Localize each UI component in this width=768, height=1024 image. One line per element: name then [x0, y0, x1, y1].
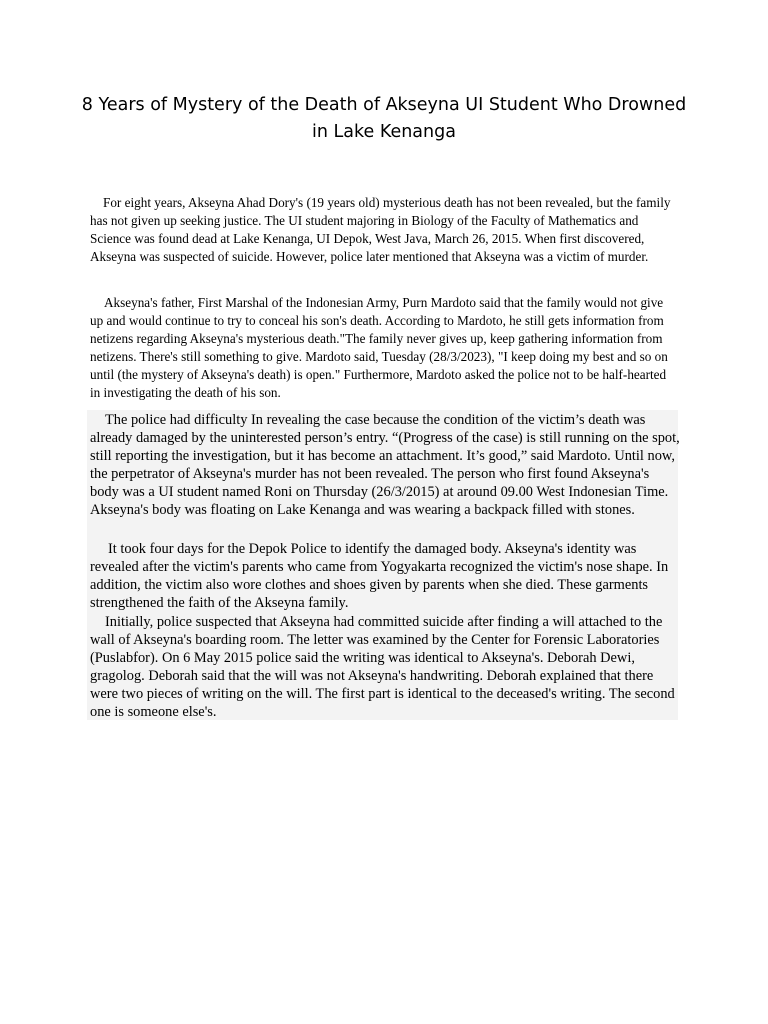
paragraph-intro: For eight years, Akseyna Ahad Dory's (19 years old) mysterious death has not been revealed, but the family has not given up seeking justice. The UI student majoring in Biology of the Faculty of Mathematics and Science was found dead at Lake Kenanga, UI Depok, West Java, March 26, 2015. When first discovered, Akseyna was suspected of suicide. However, police later mentioned that Akseyna was a victim of murder.: [90, 195, 671, 264]
paragraph-suicide-suspicion: Initially, police suspected that Akseyna had committed suicide after finding a will attached to the wall of Akseyna's boarding room. The letter was examined by the Center for Forensic Laboratories (Puslabfor). On 6 May 2015 police said the writing was identical to Akseyna's. Deborah Dewi, gragolog. Deborah said that the will was not Akseyna's handwriting. Deborah explained that there were two pieces of writing on the will. The first part is identical to the deceased's writing. The second one is someone else's.: [90, 614, 675, 721]
paragraph-identification: It took four days for the Depok Police to identify the damaged body. Akseyna's identity was revealed after the victim's parents who came from Yogyakarta recognized the victim's nose shape. In addition, the victim also wore clothes and shoes given by parents when she died. These garments strengthened the faith of the Akseyna family.: [90, 541, 669, 612]
article-title: 8 Years of Mystery of the Death of Akseyna UI Student Who Drowned in Lake Kenanga: [81, 95, 687, 142]
paragraph-father-statement: Akseyna's father, First Marshal of the Indonesian Army, Purn Mardoto said that the family would not give up and would continue to try to conceal his son's death. According to Mardoto, he still gets information from netizens regarding Akseyna's mysterious death."The family never gives up, keep gathering information from netizens. There's still something to give. Mardoto said, Tuesday (28/3/2023), "I keep doing my best and so on until (the mystery of Akseyna's death) is open." Furthermore, Mardoto asked the police not to be half-hearted in investigating the death of his son.: [90, 295, 668, 400]
paragraph-police-difficulty: The police had difficulty In revealing the case because the condition of the victim’s death was already damaged by the uninterested person’s entry. “(Progress of the case) is still running on the spot, still reporting the investigation, but it has become an attachment. It’s good,” said Mardoto. Until now, the perpetrator of Akseyna's murder has not been revealed. The person who first found Akseyna's body was a UI student named Roni on Thursday (26/3/2015) at around 09.00 West Indonesian Time. Akseyna's body was floating on Lake Kenanga and was wearing a backpack filled with stones.: [90, 412, 680, 519]
